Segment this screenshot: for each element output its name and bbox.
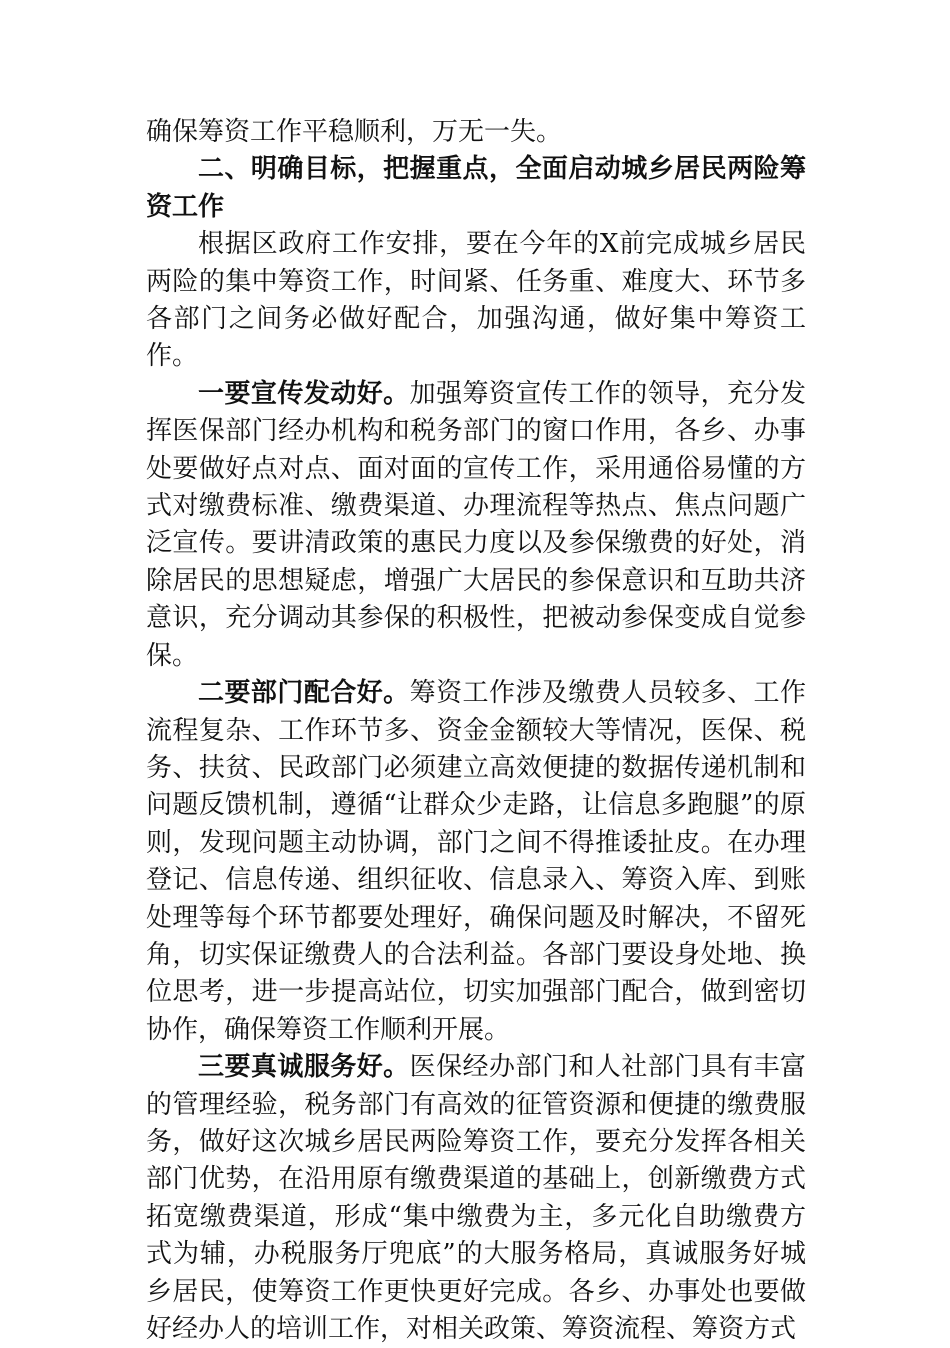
paragraph-service (146, 1049, 806, 1348)
paragraph-body-service: 医保经办部门和人社部门具有丰富的管理经验，税务部门有高效的征管资源和便捷的缴费服务，做好这次城乡居民两险筹资工作，要充分发挥各相关部门优势，在沿用原有缴费渠道的基础上，创新缴费方式拓宽缴费渠道，形成“集中缴费为主，多元化自助缴费方式为辅，办税服务厅兜底”的大服务格局，真诚服务好城乡居民，使筹资工作更快更好完成。各乡、办事处也要做好经办人的培训工作，对相关政策、筹资流程、筹资方式 (146, 1052, 806, 1344)
paragraph-body-cooperation: 筹资工作涉及缴费人员较多、工作流程复杂、工作环节多、资金金额较大等情况，医保、税务、扶贫、民政部门必须建立高效便捷的数据传递机制和问题反馈机制，遵循“让群众少走路，让信息多跑腿”的原则，发现问题主动协调，部门之间不得推诿扯皮。在办理登记、信息传递、组织征收、信息录入、筹资入库、到账处理等每个环节都要处理好，确保问题及时解决，不留死角，切实保证缴费人的合法利益。各部门要设身处地、换位思考，进一步提高站位，切实加强部门配合，做到密切协作，确保筹资工作顺利开展。 (146, 678, 806, 1045)
paragraph-intro: 根据区政府工作安排，要在今年的X前完成城乡居民两险的集中筹资工作，时间紧、任务重、难度大、环节多各部门之间务必做好配合，加强沟通，做好集中筹资工作。 (146, 229, 806, 372)
paragraph-lead-service: 三要真诚服务好。 (198, 1052, 410, 1083)
paragraph-lead-cooperation: 二要部门配合好。 (198, 678, 410, 709)
paragraph-body-publicity: 加强筹资宣传工作的领导，充分发挥医保部门经办机构和税务部门的窗口作用，各乡、办事处要做好点对点、面对面的宣传工作，采用通俗易懂的方式对缴费标准、缴费渠道、办理流程等热点、焦点问题广泛宣传。要讲清政策的惠民力度以及参保缴费的好处，消除居民的思想疑虑，增强广大居民的参保意识和互助共济意识，充分调动其参保的积极性，把被动参保变成自觉参保。 (146, 378, 806, 671)
section-heading: 二、明确目标，把握重点，全面启动城乡居民两险筹资工作 (146, 154, 806, 222)
paragraph-cooperation (146, 675, 806, 1049)
paragraph-lead-publicity: 一要宣传发动好。 (198, 378, 410, 409)
paragraph-publicity (146, 376, 806, 675)
paragraph-continuation: 确保筹资工作平稳顺利，万无一失。 (146, 117, 563, 147)
document-page (146, 114, 806, 1348)
